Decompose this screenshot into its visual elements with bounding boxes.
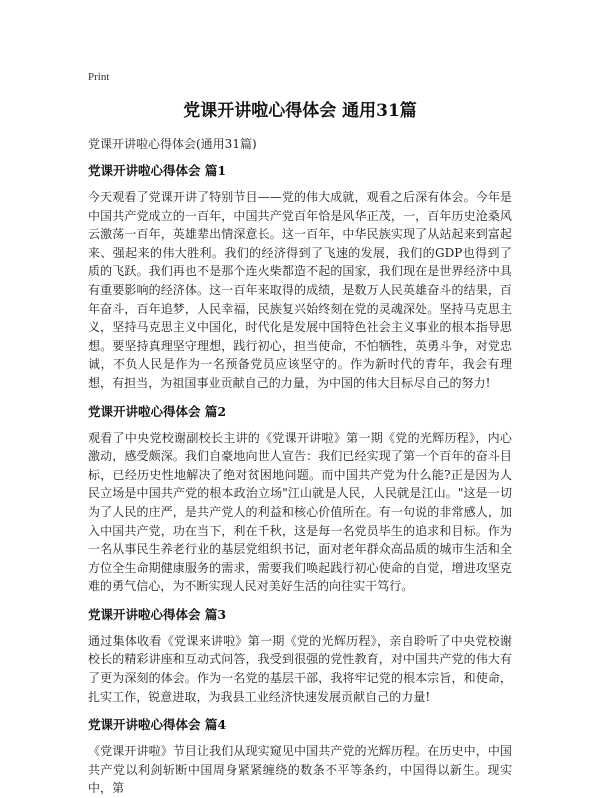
section-paragraph: 《党课开讲啦》节目让我们从现实窥见中国共产党的光辉历程。在历史中，中国共产党以利剑斩断中国周身紧紧缠绕的数条不平等条约，中国得以新生。现实中，第	[88, 744, 512, 796]
section-paragraph: 通过集体收看《党课来讲啦》第一期《党的光辉历程》，亲自聆听了中央党校谢校长的精彩讲座和互动式问答，我受到很强的党性教育，对中国共产党的伟大有了更为深刻的体会。作为一名党的基层干部，我将牢记党的根本宗旨，和使命，扎实工作，锐意进取，为我县工业经济快速发展贡献自己的力量!	[88, 633, 512, 704]
section-heading: 党课开讲啦心得体会 篇1	[88, 163, 227, 178]
section-1	[88, 162, 512, 393]
section-3	[88, 606, 512, 706]
section-heading: 党课开讲啦心得体会 篇3	[88, 606, 227, 622]
print-label[interactable]: Print	[88, 71, 110, 83]
document-subtitle: 党课开讲啦心得体会(通用31篇)	[88, 137, 257, 151]
section-heading: 党课开讲啦心得体会 篇2	[88, 403, 227, 419]
section-paragraph: 今天观看了党课开讲了特别节目——党的伟大成就，观看之后深有体会。今年是中国共产党成立的一百年，中国共产党百年恰是风华正茂，一，百年历史沧桑风云激荡一百年，英雄辈出情深意长。这一百年，中华民族实现了从站起来到富起来、强起来的伟大胜利。我们的经济得到了飞速的发展，我们的GDP也得到了质的飞跃。我们再也不是那个连火柴都造不起的国家，我们现在是世界经济中具有重要影响的经济体。这一百年来取得的成绩，是数万人民英雄奋斗的结果，百年奋斗，百年追梦，人民幸福，民族复兴始终刻在党的灵魂深处。坚持马克思主义，坚持马克思主义中国化，时代化是发展中国特色社会主义事业的根本指导思想。要坚持真理坚守理想，践行初心，担当使命，不怕牺牲，英勇斗争，对党忠诚，不负人民是作为一名预备党员应该坚守的。作为新时代的青年，我会有理想，有担当，为祖国事业贡献自己的力量，为中国的伟大目标尽自己的努力!	[88, 190, 512, 390]
section-heading: 党课开讲啦心得体会 篇4	[88, 717, 227, 733]
section-paragraph: 观看了中央党校谢副校长主讲的《党课开讲啦》第一期《党的光辉历程》，内心激动，感受颇深。我们自豪地向世人宣告：我们已经实现了第一个百年的奋斗目标，已经历史性地解决了绝对贫困地问题。而中国共产党为什么能?正是因为人民立场是中国共产党的根本政治立场"江山就是人民，人民就是江山。"这是一切为了人民的庄严，是共产党人的利益和核心价值所在。有一句说的非常感人，加入中国共产党，功在当下，利在千秋，这是每一名党员毕生的追求和目标。作为一名从事民生养老行业的基层党组织书记，面对老年群众高品质的城市生活和全方位全生命期健康服务的需求，需要我们唤起践行初心使命的自觉，增进攻坚克难的勇气信心，为不断实现人民对美好生活的向往实干笃行。	[88, 430, 512, 594]
section-2	[88, 403, 512, 596]
section-4	[88, 716, 512, 798]
page-title: 党课开讲啦心得体会 通用31篇	[183, 101, 417, 121]
